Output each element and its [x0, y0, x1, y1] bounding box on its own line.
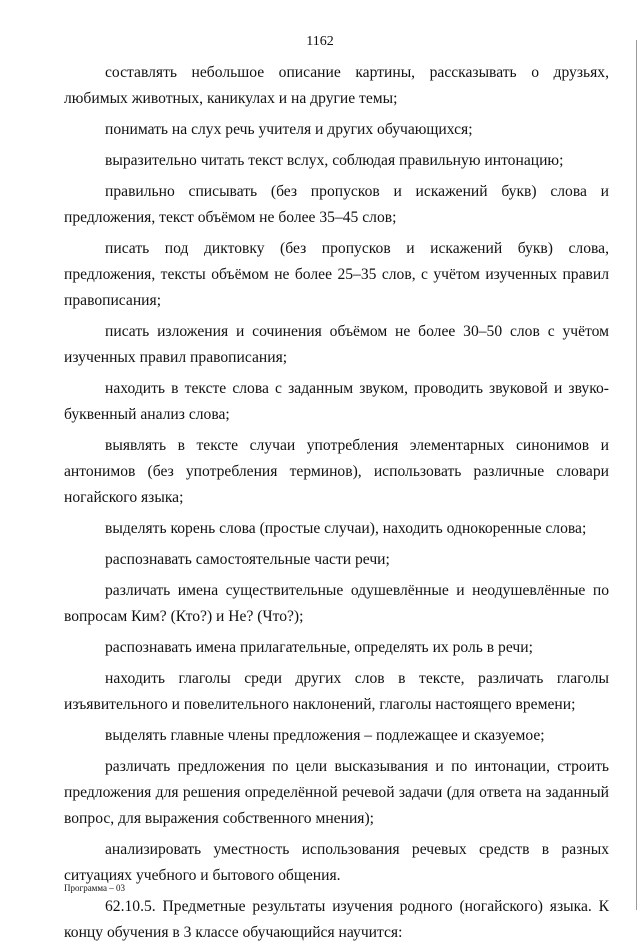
page-footer: Программа – 03	[64, 883, 126, 893]
paragraph: выделять корень слова (простые случаи), находить однокоренные слова;	[105, 520, 587, 537]
paragraph: различать имена существительные одушевлённые и неодушевлённые по вопросам Ким? (Кто?) и Не? (Что?);	[64, 582, 609, 625]
paragraph: писать под диктовку (без пропусков и искажений букв) слова, предложения, тексты объёмом не более 25–35 слов, с учётом изученных правил правописания;	[64, 240, 609, 309]
paragraph: распознавать имена прилагательные, определять их роль в речи;	[105, 639, 533, 656]
paragraph: различать предложения по цели высказывания и по интонации, строить предложения для решения определённой речевой задачи (для ответа на заданный вопрос, для выражения собственного мнения);	[64, 758, 609, 827]
paragraph: понимать на слух речь учителя и других обучающихся;	[105, 121, 473, 138]
paragraph: находить глаголы среди других слов в тексте, различать глаголы изъявительного и повелительного наклонений, глаголы настоящего времени;	[64, 670, 609, 713]
paragraph: выявлять в тексте случаи употребления элементарных синонимов и антонимов (без употребления терминов), использовать различные словари ногайского языка;	[64, 437, 609, 506]
page-number: 1162	[306, 34, 334, 49]
paragraph: анализировать уместность использования речевых средств в разных ситуациях учебного и бытового общения.	[64, 841, 609, 884]
scan-edge-line	[636, 40, 637, 910]
paragraph: находить в тексте слова с заданным звуком, проводить звуковой и звуко-буквенный анализ слова;	[64, 380, 609, 423]
paragraph: выразительно читать текст вслух, соблюдая правильную интонацию;	[105, 152, 564, 169]
paragraph: выделять главные члены предложения – подлежащее и сказуемое;	[105, 727, 545, 744]
document-body	[64, 60, 609, 951]
paragraph: распознавать самостоятельные части речи;	[105, 551, 390, 568]
paragraph: писать изложения и сочинения объёмом не более 30–50 слов с учётом изученных правил правописания;	[64, 323, 609, 366]
paragraph: правильно списывать (без пропусков и искажений букв) слова и предложения, текст объёмом не более 35–45 слов;	[64, 183, 609, 226]
paragraph: составлять небольшое описание картины, рассказывать о друзьях, любимых животных, каникулах и на другие темы;	[64, 64, 609, 107]
section-paragraph: 62.10.5. Предметные результаты изучения родного (ногайского) языка. К концу обучения в 3 классе обучающийся научится:	[64, 898, 609, 941]
